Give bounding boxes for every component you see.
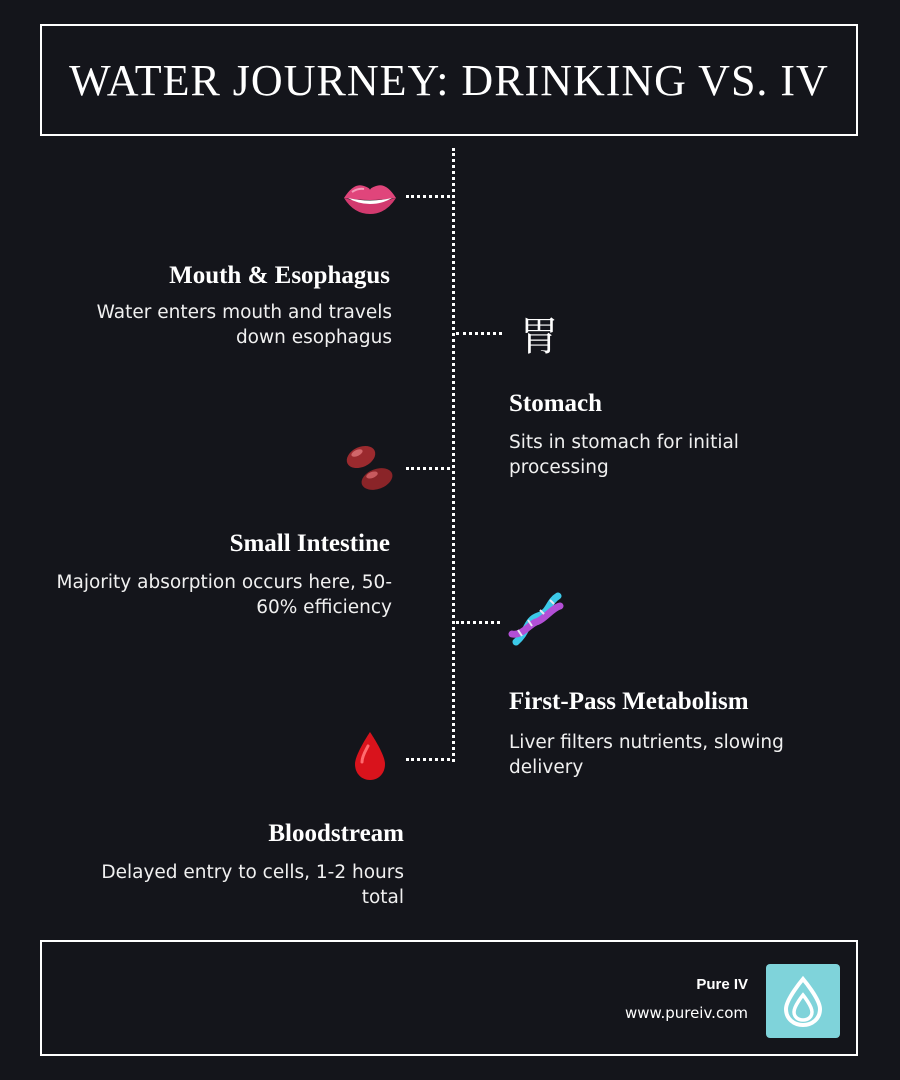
connector-first-pass (456, 621, 500, 624)
stomach-kanji-icon: 胃 (519, 313, 559, 360)
step-title-bloodstream: Bloodstream (268, 820, 404, 847)
beans-icon (342, 440, 398, 496)
brand-url[interactable]: www.pureiv.com (625, 1004, 748, 1022)
step-desc-bloodstream: Delayed entry to cells, 1-2 hours total (101, 862, 404, 908)
step-desc-small-intestine: Majority absorption occurs here, 50-60% efficiency (56, 572, 392, 618)
timeline-line (452, 148, 455, 762)
step-title-small-intestine: Small Intestine (229, 530, 390, 557)
title-box (40, 24, 858, 136)
connector-mouth (406, 195, 450, 198)
connector-small-intestine (406, 467, 450, 470)
lips-icon (340, 176, 400, 220)
footer-box (40, 940, 858, 1056)
step-desc-stomach: Sits in stomach for initial processing (509, 432, 739, 478)
blood-drop-icon (348, 728, 392, 784)
brand-name: Pure IV (696, 976, 748, 993)
step-desc-mouth: Water enters mouth and travels down esophagus (96, 302, 392, 348)
step-title-mouth: Mouth & Esophagus (169, 262, 390, 289)
step-title-stomach: Stomach (509, 390, 603, 417)
step-title-first-pass: First-Pass Metabolism (509, 688, 749, 715)
page-title: WATER JOURNEY: DRINKING VS. IV (69, 55, 829, 105)
dna-icon (508, 592, 564, 648)
step-desc-first-pass: Liver filters nutrients, slowing delivery (509, 732, 784, 778)
water-drop-logo-icon (766, 964, 840, 1038)
connector-bloodstream (406, 758, 450, 761)
connector-stomach (456, 332, 502, 335)
